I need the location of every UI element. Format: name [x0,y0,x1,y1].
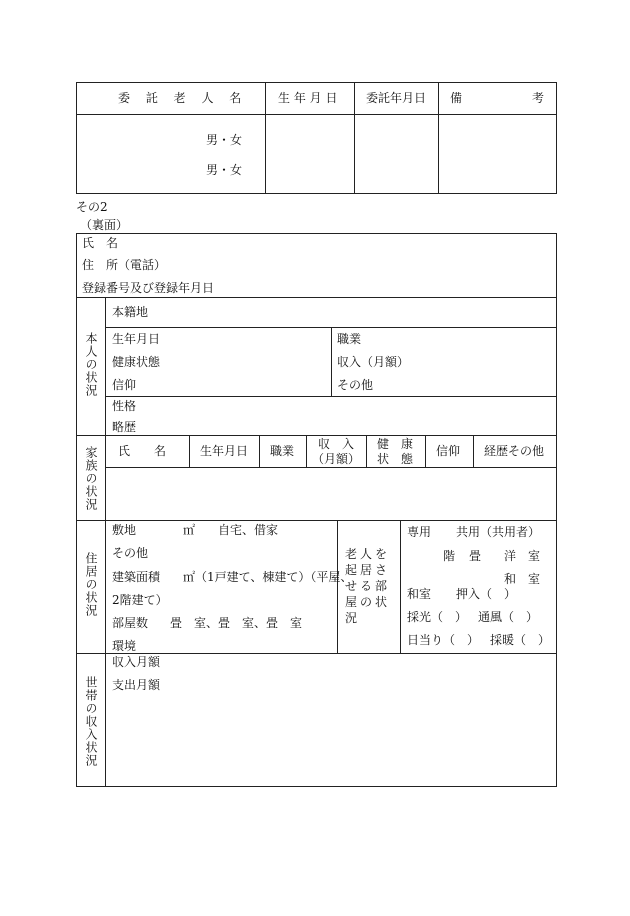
col-divider [259,435,260,467]
closet-label: 押入（ ） [456,587,517,601]
header-divider [76,114,557,115]
family-col-health-sub: 状 態 [377,452,414,466]
japanese-room-label: 和室 [407,587,432,601]
side-column-divider [105,297,106,787]
gender-option: 男・女 [206,133,243,147]
col-divider [354,82,355,194]
family-status-side-label: 家族の状況 [84,446,98,511]
section-divider [76,653,557,654]
row-divider [105,396,557,397]
section-divider [76,297,557,298]
header-remarks-left: 備 [450,91,463,105]
family-header-divider [105,467,557,468]
section-divider [76,520,557,521]
japanese-room-right-label: 和 室 [504,572,541,586]
religion-label: 信仰 [112,378,137,392]
family-col-income-sub: （月額） [312,452,361,466]
back-side-label: （裏面） [80,218,129,232]
ventilation-label: 通風（ ） [478,610,539,624]
site-unit: ㎡ [183,523,196,537]
col-divider [189,435,190,467]
family-col-birth: 生年月日 [200,444,249,458]
building-type-label: ㎡（1戸建て、棟建て）（平屋、 [183,570,353,584]
floor-label: 階 [443,549,456,563]
col-divider [337,520,338,653]
personality-label: 性格 [112,399,137,413]
section-label: その2 [76,200,108,214]
header-consign-date: 委託年月日 [366,91,427,105]
western-room-label: 洋 室 [504,549,541,563]
other-label: その他 [337,378,374,392]
environment-label: 環境 [112,639,137,653]
col-divider [473,435,474,467]
monthly-income-label: 収入月額 [112,655,161,669]
heating-label: 採暖（ ） [490,633,551,647]
family-col-name: 氏 名 [118,444,167,458]
exclusive-label: 専用 [407,525,432,539]
family-col-income: 収 入 [318,437,355,451]
household-income-side-label: 世帯の収入状況 [84,676,98,767]
col-divider [425,435,426,467]
col-divider [366,435,367,467]
monthly-expense-label: 支出月額 [112,678,161,692]
history-label: 略歴 [112,420,137,434]
self-status-side-label: 本人の状況 [84,332,98,397]
address-label: 住 所（電話） [82,258,167,272]
occupation-label: 職業 [337,332,362,346]
header-elderly-name: 委 託 老 人 名 [118,91,248,105]
personal-record-form [76,233,557,787]
health-label: 健康状態 [112,355,161,369]
header-remarks-right: 考 [532,91,545,105]
family-col-health: 健 康 [377,437,414,451]
building-area-label: 建築面積 [112,570,161,584]
rooms-tatami-label: 畳 室、畳 室、畳 室 [170,616,303,630]
sunlight-label: 日当り（ ） [407,633,480,647]
col-divider [438,82,439,194]
tatami-label: 畳 [469,549,482,563]
section-divider [76,435,557,436]
header-birth-date: 生 年 月 日 [278,91,338,105]
housing-other-label: その他 [112,546,149,560]
name-label: 氏 名 [82,236,119,250]
family-col-occupation: 職業 [270,444,295,458]
housing-status-side-label: 住居の状況 [84,552,98,617]
own-rent-label: 自宅、借家 [218,523,279,537]
registration-label: 登録番号及び登録年月日 [82,281,215,295]
site-label: 敷地 [112,523,137,537]
lighting-label: 採光（ ） [407,610,468,624]
gender-option: 男・女 [206,163,243,177]
income-label: 収入（月額） [337,355,410,369]
col-divider [306,435,307,467]
family-col-religion: 信仰 [436,444,461,458]
honseki-label: 本籍地 [112,305,149,319]
birth-label: 生年月日 [112,332,161,346]
building-type-label-cont: 2階建て） [112,593,168,607]
family-col-other: 経歴その他 [484,444,545,458]
col-divider [331,327,332,396]
rooms-label: 部屋数 [112,616,149,630]
elderly-room-label: 老人を起居させる部屋の状況 [345,547,391,625]
col-divider [265,82,266,194]
shared-label: 共用（共用者） [456,525,541,539]
